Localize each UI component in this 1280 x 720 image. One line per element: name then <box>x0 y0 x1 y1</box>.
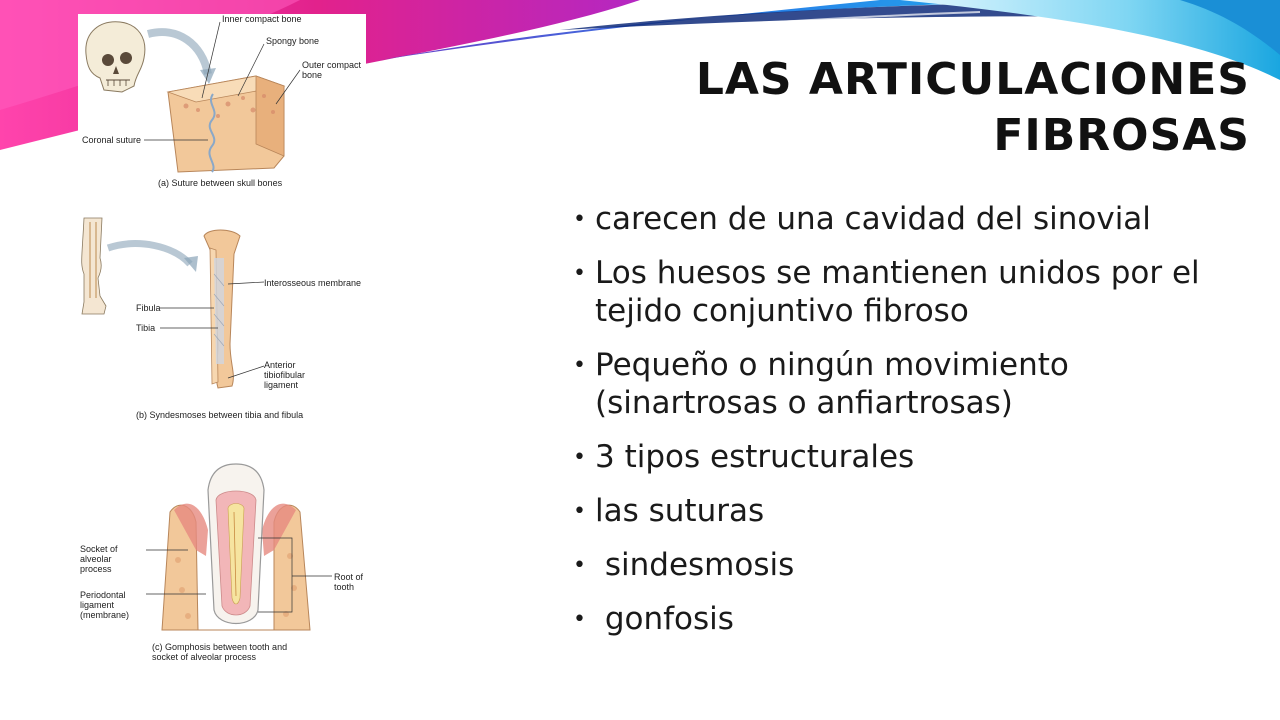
slide-title <box>610 52 1250 164</box>
bullet-icon: • <box>573 207 586 232</box>
list-item: • 3 tipos estructurales <box>573 438 1253 476</box>
label-periodontal-ligament: Periodontal ligament (membrane) <box>80 590 130 620</box>
caption-b: (b) Syndesmoses between tibia and fibula <box>136 410 304 420</box>
figure-suture <box>78 14 366 194</box>
label-tibia: Tibia <box>136 323 156 333</box>
skull-icon <box>86 22 145 92</box>
bullet-icon: • <box>573 261 586 286</box>
list-item: • las suturas <box>573 492 1253 530</box>
figure-gomphosis <box>78 460 374 674</box>
label-interosseous-membrane: Interosseous membrane <box>264 278 362 288</box>
label-inner-compact-bone: Inner compact bone <box>222 14 302 24</box>
label-anterior-tibiofibular-ligament: Anterior tibiofibular ligament <box>264 360 306 390</box>
syndesmosis-illustration <box>78 214 370 426</box>
leg-icon <box>82 218 106 314</box>
bullet-list <box>573 200 1253 654</box>
bullet-icon: • <box>573 499 586 524</box>
bullet-icon: • <box>573 607 586 632</box>
bullet-icon: • <box>573 553 586 578</box>
list-item: • Los huesos se mantienen unidos por el tejido conjuntivo fibroso <box>573 255 1200 329</box>
label-fibula: Fibula <box>136 303 161 313</box>
label-spongy-bone: Spongy bone <box>266 36 320 46</box>
figure-syndesmosis <box>78 214 370 426</box>
suture-illustration <box>78 14 366 194</box>
list-item: • carecen de una cavidad del sinovial <box>573 200 1253 238</box>
label-root-of-tooth: Root of tooth <box>334 572 364 592</box>
label-socket-alveolar-process: Socket of alveolar process <box>80 544 118 574</box>
label-coronal-suture: Coronal suture <box>82 135 142 145</box>
title-line-2: FIBROSAS <box>993 110 1250 161</box>
list-item: • sindesmosis <box>573 546 1253 584</box>
title-line-1: LAS ARTICULACIONES <box>695 54 1250 105</box>
list-item: • Pequeño o ningún movimiento (sinartrosas o anfiartrosas) <box>573 347 1069 421</box>
label-outer-compact-bone: Outer compact bone <box>302 60 362 80</box>
list-item: • gonfosis <box>573 600 1253 638</box>
caption-c: (c) Gomphosis between tooth and socket of alveolar process <box>152 642 288 662</box>
caption-a: (a) Suture between skull bones <box>158 178 283 188</box>
bullet-icon: • <box>573 353 586 378</box>
bullet-icon: • <box>573 445 586 470</box>
